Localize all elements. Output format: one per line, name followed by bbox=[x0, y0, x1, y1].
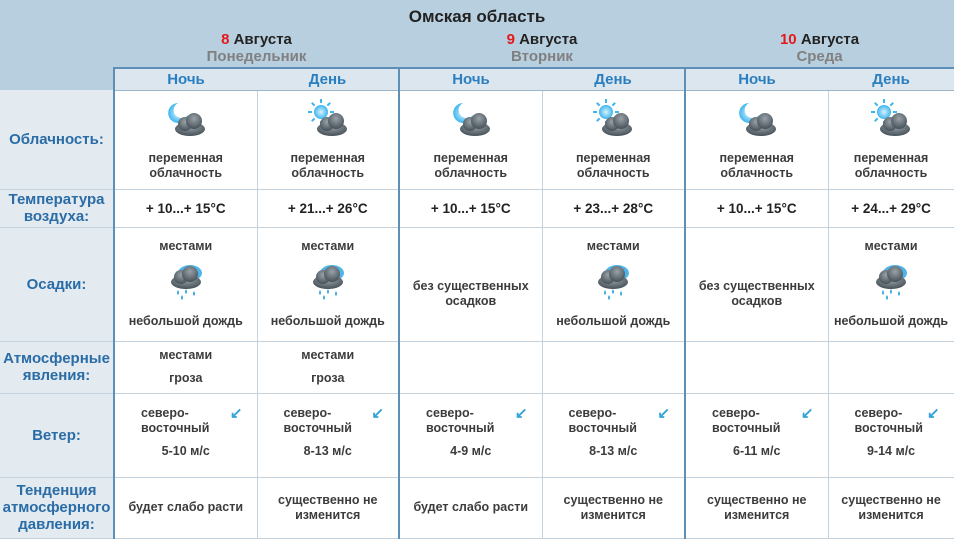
wind-direction: восточный bbox=[712, 420, 781, 435]
pressure-text: будет слабо расти bbox=[413, 500, 529, 514]
day-weekday: Среда bbox=[796, 47, 843, 65]
phenomena-area: местами bbox=[301, 348, 355, 362]
wind-cell bbox=[828, 393, 954, 477]
cloudiness-cell bbox=[542, 90, 685, 189]
pressure-text: существенно не bbox=[278, 492, 378, 507]
day-header bbox=[114, 28, 399, 68]
pressure-text: будет слабо расти bbox=[128, 500, 244, 514]
wind-cell bbox=[399, 393, 542, 477]
day-month: Августа bbox=[800, 30, 860, 48]
cloudiness-cell bbox=[685, 90, 828, 189]
wind-direction: восточный bbox=[141, 420, 210, 435]
wind-direction: восточный bbox=[283, 420, 352, 435]
region-title: Омская область bbox=[0, 0, 954, 28]
phenomena-cell bbox=[685, 341, 828, 393]
wind-speed: 9-14 м/с bbox=[866, 443, 916, 458]
wind-speed: 6-11 м/с bbox=[733, 443, 781, 458]
wind-direction: северо- bbox=[141, 405, 189, 420]
phenomena-text: гроза bbox=[311, 371, 345, 385]
phenomena-text: гроза bbox=[169, 371, 203, 385]
night-partly-cloudy-icon bbox=[449, 99, 493, 137]
day-weekday: Понедельник bbox=[206, 47, 307, 65]
wind-cell bbox=[685, 393, 828, 477]
phenomena-area: местами bbox=[159, 348, 213, 362]
row-temperature bbox=[0, 189, 954, 227]
period-night: Ночь bbox=[114, 68, 257, 90]
cloudiness-text: переменная bbox=[719, 150, 794, 165]
wind-arrow-icon: ↙ bbox=[514, 404, 528, 422]
row-label-temperature: Температура воздуха: bbox=[0, 189, 114, 227]
day-number: 8 bbox=[221, 30, 230, 48]
pressure-text: существенно не bbox=[707, 492, 807, 507]
day-header bbox=[685, 28, 954, 68]
rain-cloud-icon bbox=[869, 260, 913, 300]
wind-arrow-icon: ↙ bbox=[371, 404, 384, 422]
wind-direction: северо- bbox=[712, 405, 760, 420]
wind-arrow-icon: ↙ bbox=[229, 404, 243, 422]
row-pressure bbox=[0, 477, 954, 538]
day-number: 10 bbox=[779, 30, 797, 48]
cloudiness-text: облачность bbox=[149, 165, 223, 180]
wind-direction: восточный bbox=[568, 420, 637, 435]
temperature-value: + 23...+ 28°C bbox=[542, 189, 685, 227]
rain-cloud-icon bbox=[164, 260, 208, 300]
night-partly-cloudy-icon bbox=[735, 99, 779, 137]
pressure-text: изменится bbox=[858, 507, 924, 522]
period-day: День bbox=[828, 68, 954, 90]
precipitation-text: без существенных bbox=[698, 279, 815, 293]
precipitation-text: осадков bbox=[445, 294, 497, 308]
precipitation-cell bbox=[685, 227, 828, 341]
wind-direction: восточный bbox=[854, 420, 923, 435]
cloudiness-cell bbox=[257, 90, 399, 189]
row-phenomena bbox=[0, 341, 954, 393]
row-label-wind: Ветер: bbox=[0, 393, 114, 477]
wind-arrow-icon: ↙ bbox=[800, 404, 814, 422]
wind-speed: 5-10 м/с bbox=[161, 443, 210, 458]
pressure-text: изменится bbox=[295, 507, 361, 522]
wind-cell bbox=[542, 393, 685, 477]
wind-cell bbox=[114, 393, 257, 477]
pressure-cell bbox=[399, 477, 542, 538]
wind-direction: северо- bbox=[854, 405, 903, 420]
header-corner bbox=[0, 28, 114, 68]
wind-direction: восточный bbox=[426, 420, 495, 435]
precipitation-area: местами bbox=[586, 239, 640, 253]
temperature-value: + 10...+ 15°C bbox=[399, 189, 542, 227]
wind-arrow-icon: ↙ bbox=[657, 404, 670, 422]
row-wind bbox=[0, 393, 954, 477]
day-number: 9 bbox=[506, 30, 515, 48]
row-cloudiness bbox=[0, 90, 954, 189]
cloudiness-text: переменная bbox=[290, 150, 365, 165]
phenomena-cell bbox=[257, 341, 399, 393]
pressure-text: существенно не bbox=[841, 492, 941, 507]
wind-arrow-icon: ↙ bbox=[927, 404, 940, 422]
temperature-value: + 10...+ 15°C bbox=[114, 189, 257, 227]
wind-direction: северо- bbox=[568, 405, 617, 420]
row-precipitation bbox=[0, 227, 954, 341]
wind-direction: северо- bbox=[283, 405, 332, 420]
night-partly-cloudy-icon bbox=[164, 99, 208, 137]
cloudiness-cell bbox=[828, 90, 954, 189]
temperature-value: + 21...+ 26°C bbox=[257, 189, 399, 227]
row-label-phenomena: Атмосферные явления: bbox=[0, 341, 114, 393]
pressure-cell bbox=[542, 477, 685, 538]
precipitation-text: небольшой дождь bbox=[556, 314, 671, 328]
precipitation-cell bbox=[114, 227, 257, 341]
precipitation-text: небольшой дождь bbox=[270, 314, 385, 328]
period-night: Ночь bbox=[399, 68, 542, 90]
wind-speed: 8-13 м/с bbox=[589, 443, 638, 458]
pressure-text: существенно не bbox=[563, 492, 663, 507]
rain-cloud-icon bbox=[306, 260, 350, 300]
phenomena-cell bbox=[828, 341, 954, 393]
wind-speed: 4-9 м/с bbox=[450, 443, 492, 458]
pressure-text: изменится bbox=[724, 507, 790, 522]
cloudiness-text: переменная bbox=[148, 150, 223, 165]
day-weekday: Вторник bbox=[511, 47, 573, 65]
rain-cloud-icon bbox=[591, 260, 635, 300]
precipitation-area: местами bbox=[864, 239, 918, 253]
precipitation-area: местами bbox=[159, 239, 213, 253]
row-label-cloudiness: Облачность: bbox=[0, 90, 114, 189]
row-label-precipitation: Осадки: bbox=[0, 227, 114, 341]
wind-cell bbox=[257, 393, 399, 477]
period-day: День bbox=[257, 68, 399, 90]
phenomena-cell bbox=[542, 341, 685, 393]
cloudiness-cell bbox=[114, 90, 257, 189]
temperature-value: + 10...+ 15°C bbox=[685, 189, 828, 227]
period-corner bbox=[0, 68, 114, 90]
cloudiness-text: переменная bbox=[433, 150, 508, 165]
phenomena-cell bbox=[399, 341, 542, 393]
period-day: День bbox=[542, 68, 685, 90]
pressure-cell bbox=[114, 477, 257, 538]
cloudiness-text: облачность bbox=[576, 165, 650, 180]
precipitation-text: без существенных bbox=[412, 279, 529, 293]
day-month: Августа bbox=[233, 30, 292, 48]
pressure-cell bbox=[828, 477, 954, 538]
row-label-pressure: Тенденция атмосферного давления: bbox=[0, 477, 114, 538]
cloudiness-text: облачность bbox=[720, 165, 794, 180]
day-partly-cloudy-icon bbox=[306, 99, 350, 137]
wind-speed: 8-13 м/с bbox=[303, 443, 352, 458]
precipitation-cell bbox=[399, 227, 542, 341]
cloudiness-text: переменная bbox=[853, 150, 929, 165]
temperature-value: + 24...+ 29°C bbox=[828, 189, 954, 227]
period-night: Ночь bbox=[685, 68, 828, 90]
precipitation-cell bbox=[542, 227, 685, 341]
cloudiness-cell bbox=[399, 90, 542, 189]
precipitation-text: осадков bbox=[731, 294, 783, 308]
cloudiness-text: переменная bbox=[576, 150, 651, 165]
wind-direction: северо- bbox=[426, 405, 474, 420]
pressure-cell bbox=[257, 477, 399, 538]
day-partly-cloudy-icon bbox=[869, 99, 913, 137]
precipitation-cell bbox=[257, 227, 399, 341]
precipitation-text: небольшой дождь bbox=[128, 314, 243, 328]
cloudiness-text: облачность bbox=[854, 165, 928, 180]
precipitation-text: небольшой дождь bbox=[833, 314, 949, 328]
day-header bbox=[399, 28, 685, 68]
cloudiness-text: облачность bbox=[434, 165, 508, 180]
cloudiness-text: облачность bbox=[291, 165, 365, 180]
precipitation-cell bbox=[828, 227, 954, 341]
day-month: Августа bbox=[519, 30, 578, 48]
pressure-text: изменится bbox=[580, 507, 646, 522]
phenomena-cell bbox=[114, 341, 257, 393]
day-partly-cloudy-icon bbox=[591, 99, 635, 137]
precipitation-area: местами bbox=[301, 239, 355, 253]
pressure-cell bbox=[685, 477, 828, 538]
